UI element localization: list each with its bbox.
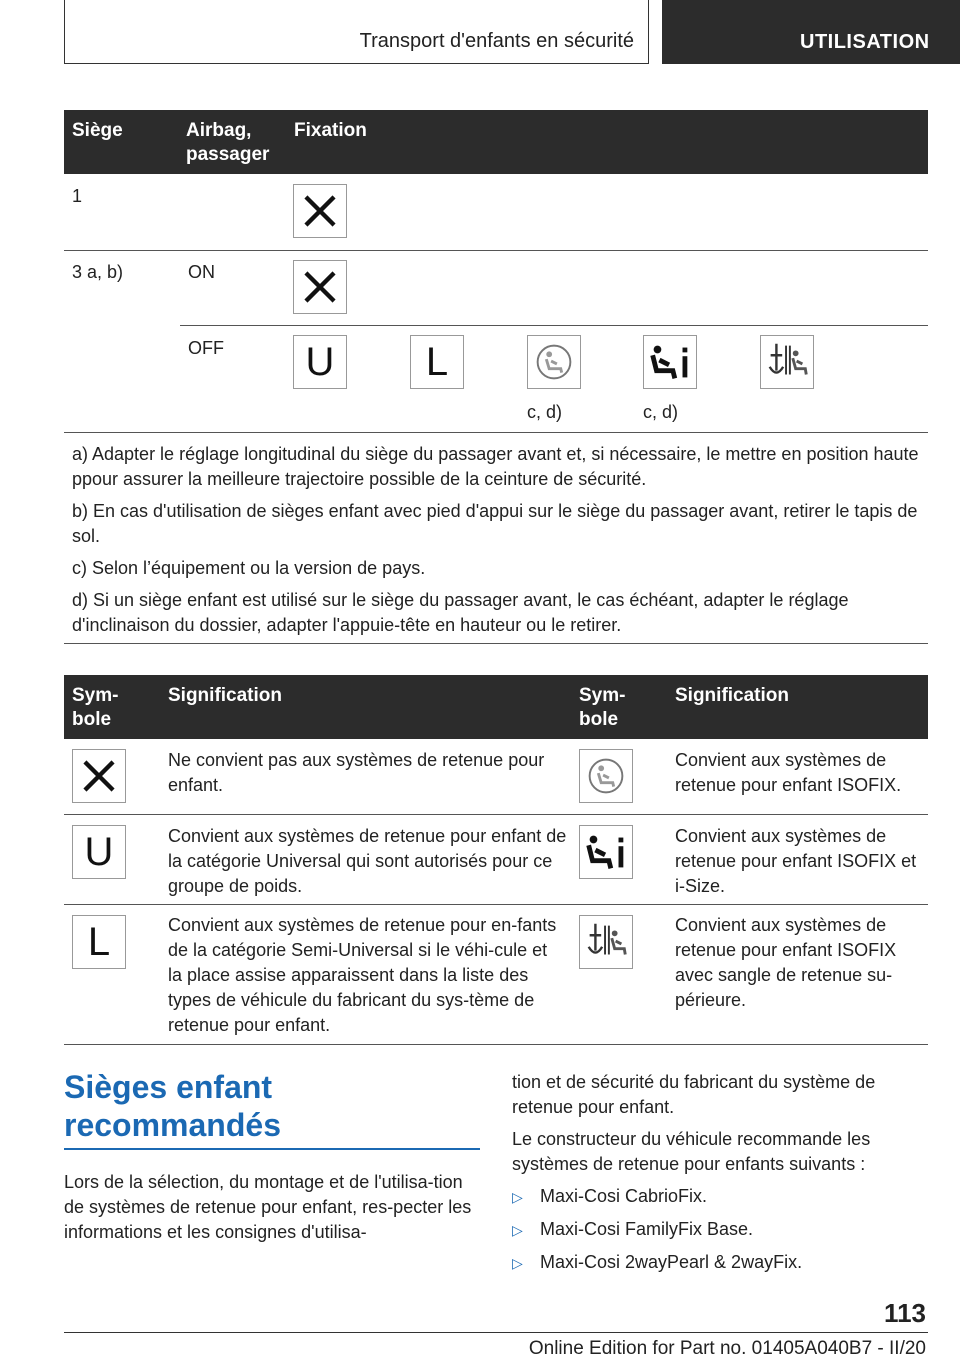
row-divider [64, 250, 928, 251]
row2-airbag-on: ON [188, 262, 215, 282]
col-symbole-left: Sym- bole [72, 685, 119, 730]
row2-seat: 3 a, b) [72, 262, 124, 282]
list-item: ▷ Maxi-Cosi 2wayPearl & 2wayFix. [512, 1250, 802, 1276]
row3-airbag-off: OFF [188, 338, 224, 358]
isofix-isize-icon [643, 335, 697, 389]
isofix-seat-icon [527, 335, 581, 389]
paragraph-left: Lors de la sélection, du montage et de l'utilisa-tion de systèmes de retenue pour enfant, res-pecter les informations et les consignes d'utilisa- [64, 1172, 472, 1242]
col-signification-left: Signification [168, 685, 282, 706]
table-bottom [64, 1044, 928, 1045]
semi-universal-l-icon: L [72, 915, 126, 969]
isofix-top-tether-icon [760, 335, 814, 389]
footnote-b: b) En cas d'utilisation de sièges enfant avec pied d'appui sur le siège du passager avant, retirer le tapis de sol. [72, 501, 918, 546]
meaning-isize: Convient aux systèmes de retenue pour enfant ISOFIX et i-Size. [675, 826, 917, 896]
col-siege: Siège [72, 120, 123, 141]
footer-edition: Online Edition for Part no. 01405A040B7 - II/20 [528, 1338, 926, 1359]
paragraph-right-1: tion et de sécurité du fabricant du système de retenue pour enfant. [512, 1072, 876, 1117]
meaning-top-tether: Convient aux systèmes de retenue pour enfant ISOFIX avec sangle de retenue su-périeure. [675, 915, 897, 1010]
footnote-a: a) Adapter le réglage longitudinal du siège du passager avant et, si nécessaire, le mettre en position haute ppour assurer la meilleure trajectoire possible de la ceinture de sécurité. [72, 444, 919, 489]
footnote-c: c) Selon l’équipement ou la version de pays. [72, 558, 426, 578]
meaning-isofix: Convient aux systèmes de retenue pour enfant ISOFIX. [675, 750, 902, 795]
triangle-bullet-icon: ▷ [512, 1189, 523, 1205]
row-divider [180, 325, 928, 326]
not-suitable-icon [293, 260, 347, 314]
meaning-semi-universal: Convient aux systèmes de retenue pour en-fants de la catégorie Semi-Universal si le véhi-cule et la place assise apparaissent dans la liste des types de véhicule du fabricant du sys-tème de retenue pour enfant. [168, 915, 557, 1035]
header-section-tab [662, 0, 960, 64]
universal-u-icon: U [72, 825, 126, 879]
col-signification-right: Signification [675, 685, 789, 706]
page-number: 113 [884, 1298, 926, 1328]
table1-header [64, 110, 928, 174]
chapter-title: Transport d'enfants en sécurité [359, 30, 634, 52]
meaning-universal: Convient aux systèmes de retenue pour enfant de la catégorie Universal qui sont autorisés pour ce groupe de poids. [168, 826, 567, 896]
notes-divider [64, 643, 928, 644]
triangle-bullet-icon: ▷ [512, 1222, 523, 1238]
universal-u-icon: U [293, 335, 347, 389]
row1-seat: 1 [72, 186, 83, 206]
semi-universal-l-icon: L [410, 335, 464, 389]
row-divider [64, 904, 928, 905]
isofix-top-tether-icon [579, 915, 633, 969]
col-fixation: Fixation [294, 120, 367, 141]
section-title: Sièges enfant recommandés [64, 1069, 281, 1143]
not-suitable-icon [293, 184, 347, 238]
section-label: UTILISATION [800, 31, 930, 53]
note-cd-isize: c, d) [643, 402, 679, 422]
footnote-d: d) Si un siège enfant est utilisé sur le siège du passager avant, le cas échéant, adapter le réglage d'inclinaison du dossier, adapter l'appuie-tête en hauteur ou le retirer. [72, 590, 849, 635]
col-airbag: Airbag, passager [186, 120, 270, 165]
list-item: ▷ Maxi-Cosi FamilyFix Base. [512, 1217, 753, 1243]
footer-rule [64, 1332, 928, 1333]
not-suitable-icon [72, 749, 126, 803]
meaning-not-suitable: Ne convient pas aux systèmes de retenue pour enfant. [168, 750, 545, 795]
isofix-seat-icon [579, 749, 633, 803]
col-symbole-right: Sym- bole [579, 685, 626, 730]
isofix-isize-icon [579, 825, 633, 879]
title-underline [64, 1148, 480, 1150]
header-chapter-box [64, 0, 649, 64]
paragraph-right-2: Le constructeur du véhicule recommande les systèmes de retenue pour enfants suivants : [512, 1129, 871, 1174]
note-cd-isofix: c, d) [527, 402, 563, 422]
row-divider [64, 814, 928, 815]
row-divider [64, 432, 928, 433]
table2-header [64, 675, 928, 739]
triangle-bullet-icon: ▷ [512, 1255, 523, 1271]
list-item: ▷ Maxi-Cosi CabrioFix. [512, 1184, 707, 1210]
